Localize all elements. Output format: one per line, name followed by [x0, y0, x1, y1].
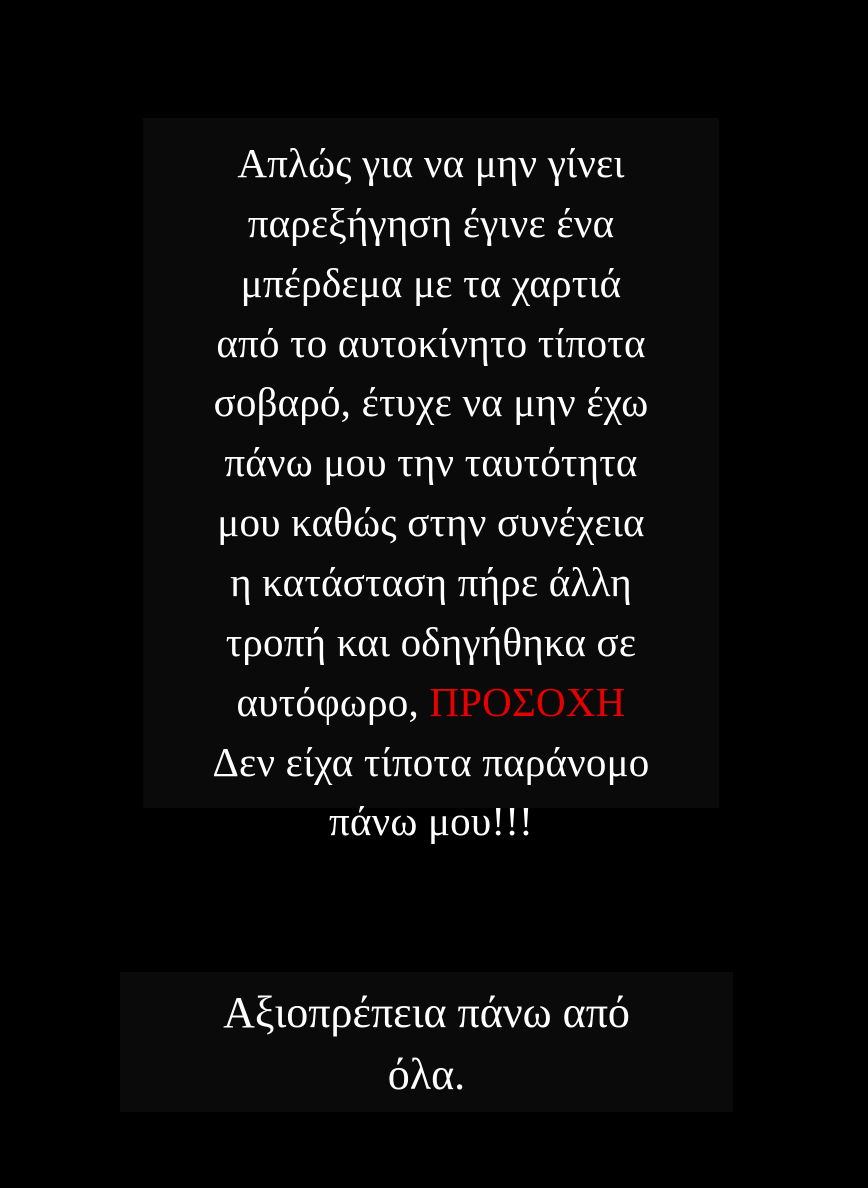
main-text-line: η κατάσταση πήρε άλλη [230, 559, 632, 606]
footer-text-block [120, 972, 733, 1112]
main-text-line: από το αυτοκίνητο τίποτα [216, 319, 646, 366]
main-text-line: πάνω μου!!! [329, 798, 533, 845]
footer-text-line: Αξιοπρέπεια πάνω από [223, 988, 630, 1037]
main-text-block [143, 118, 719, 845]
main-text-line: παρεξήγηση έγινε ένα [247, 199, 615, 246]
highlight-word: ΠΡΟΣΟΧΗ [429, 678, 626, 725]
main-text-line-highlighted [157, 673, 705, 733]
footer-text-line: όλα. [387, 1050, 466, 1100]
main-text-line: πάνω μου την ταυτότητα [224, 439, 638, 486]
highlight-prefix: αυτόφωρο, [236, 678, 430, 725]
main-text-line: Απλώς για να μην γίνει [237, 140, 625, 186]
main-text-line: τροπή και οδηγήθηκα σε [225, 618, 637, 665]
main-text-line: Δεν είχα τίποτα παράνομο [212, 738, 650, 785]
main-text-line: μπέρδεμα με τα χαρτιά [240, 259, 622, 306]
main-text-line: σοβαρό, έτυχε να μην έχω [213, 379, 649, 426]
main-text-line: μου καθώς στην συνέχεια [217, 499, 645, 546]
